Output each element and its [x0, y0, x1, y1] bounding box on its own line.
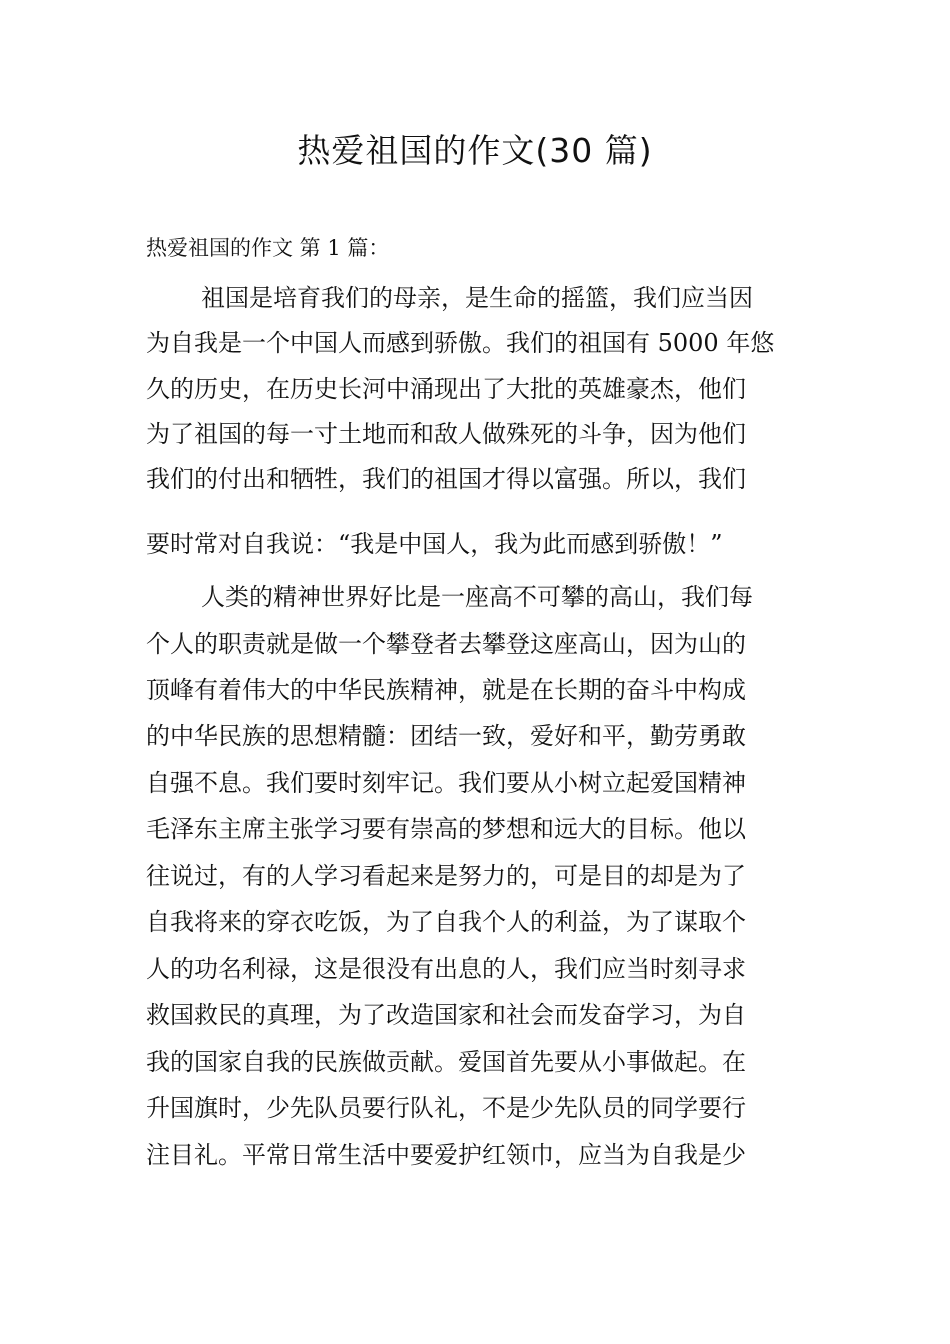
paragraph-2-line: 人类的精神世界好比是一座高不可攀的高山，我们每 [201, 583, 753, 611]
paragraph-1-line: 祖国是培育我们的母亲，是生命的摇篮，我们应当因 [201, 284, 753, 312]
document-title: 热爱祖国的作文(30 篇) [297, 131, 653, 170]
paragraph-2-line: 我的国家自我的民族做贡献。爱国首先要从小事做起。在 [146, 1048, 746, 1076]
paragraph-2-line: 毛泽东主席主张学习要有崇高的梦想和远大的目标。他以 [146, 815, 746, 843]
paragraph-2-line: 人的功名利禄，这是很没有出息的人，我们应当时刻寻求 [146, 955, 746, 983]
paragraph-1-line: 为自我是一个中国人而感到骄傲。我们的祖国有 5000 年悠 [146, 329, 775, 357]
paragraph-1-line: 要时常对自我说：“我是中国人，我为此而感到骄傲！” [146, 530, 723, 558]
paragraph-2-line: 自强不息。我们要时刻牢记。我们要从小树立起爱国精神 [146, 769, 746, 797]
paragraph-2-line: 自我将来的穿衣吃饭，为了自我个人的利益，为了谋取个 [146, 908, 746, 936]
paragraph-1-line: 为了祖国的每一寸土地而和敌人做殊死的斗争，因为他们 [146, 420, 746, 448]
paragraph-2-line: 往说过，有的人学习看起来是努力的，可是目的却是为了 [146, 862, 746, 890]
paragraph-2-line: 顶峰有着伟大的中华民族精神，就是在长期的奋斗中构成 [146, 676, 746, 704]
paragraph-1-line: 久的历史，在历史长河中涌现出了大批的英雄豪杰，他们 [146, 375, 746, 403]
paragraph-2-line: 升国旗时，少先队员要行队礼，不是少先队员的同学要行 [146, 1094, 746, 1122]
paragraph-2-line: 的中华民族的思想精髓：团结一致，爱好和平，勤劳勇敢 [146, 722, 746, 750]
paragraph-2-line: 个人的职责就是做一个攀登者去攀登这座高山，因为山的 [146, 630, 746, 658]
paragraph-1-line: 我们的付出和牺牲，我们的祖国才得以富强。所以，我们 [146, 465, 746, 493]
paragraph-2-line: 注目礼。平常日常生活中要爱护红领巾，应当为自我是少 [146, 1141, 746, 1169]
paragraph-2-line: 救国救民的真理，为了改造国家和社会而发奋学习，为自 [146, 1001, 746, 1029]
section-heading: 热爱祖国的作文 第 1 篇： [146, 236, 390, 260]
